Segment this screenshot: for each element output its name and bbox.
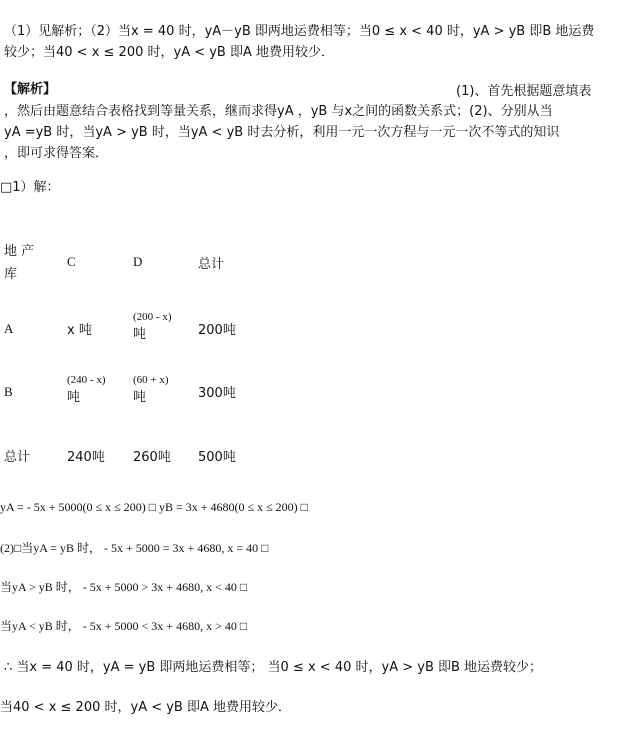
table-row-total-name: 总计: [4, 450, 31, 465]
table-row-b-d-top: (60 + x): [133, 374, 169, 386]
equation-3: 当yA > yB 时， - 5x + 5000 > 3x + 4680, x < 40 □: [0, 580, 248, 594]
solution-start: □1）解：: [0, 180, 60, 195]
table-header-c: C: [67, 254, 76, 269]
equation-4: 当yA < yB 时， - 5x + 5000 < 3x + 4680, x > 40 □: [0, 619, 248, 633]
table-row-b-c-bottom: 吨: [67, 390, 81, 405]
table-row-a-name: A: [4, 321, 14, 336]
table-row-a-d: [133, 311, 172, 342]
table-corner-bottom: 库: [4, 267, 18, 282]
equation-1: yA = - 5x + 5000(0 ≤ x ≤ 200) □ yB = 3x + 4680(0 ≤ x ≤ 200) □: [0, 500, 308, 514]
answer-line-1: （1）见解析；（2）当x = 40 时，yA－yB 即两地运费相等；当0 ≤ x < 40 时，yA > yB 即B 地运费: [4, 24, 595, 39]
table-row-b-c-top: (240 - x): [67, 374, 106, 386]
analysis-line-3: yA =yB 时，当yA > yB 时，当yA < yB 时去分析，利用一元一次方程与一元一次不等式的知识: [4, 125, 560, 140]
conclusion-line-2: 当40 < x ≤ 200 时，yA < yB 即A 地费用较少．: [0, 700, 292, 715]
analysis-heading: 【解析】: [4, 82, 57, 97]
table-row-total-c: 240吨: [67, 450, 105, 465]
table-row-total-d: 260吨: [133, 450, 171, 465]
table-row-a-c: x 吨: [67, 323, 92, 338]
table-row-b-name: B: [4, 384, 13, 399]
analysis-line-2: ，然后由题意结合表格找到等量关系，继而求得yA ，yB 与x之间的函数关系式；(2)、分别从当: [4, 104, 553, 119]
table-row-a-d-bottom: 吨: [133, 327, 147, 342]
conclusion-line-1: ∴ 当x = 40 时，yA = yB 即两地运费相等； 当0 ≤ x < 40 时，yA > yB 即B 地运费较少；: [4, 660, 543, 675]
table-row-b-d-bottom: 吨: [133, 390, 147, 405]
table-row-b-c: [67, 374, 106, 405]
analysis-line-4: ，即可求得答案．: [4, 146, 109, 161]
table-row-a-d-top: (200 - x): [133, 311, 172, 323]
table-row-a-total: 200吨: [198, 323, 236, 338]
table-corner-top: 地 产: [4, 244, 35, 259]
equation-2: (2)□当yA = yB 时， - 5x + 5000 = 3x + 4680, x = 40 □: [0, 541, 269, 555]
table-row-b-d: [133, 374, 169, 405]
table-row-b-total: 300吨: [198, 386, 236, 401]
answer-line-2: 较少；当40 < x ≤ 200 时，yA < yB 即A 地费用较少．: [4, 45, 335, 60]
table-header-d: D: [133, 254, 143, 269]
analysis-right-label: (1)、首先根据题意填表: [456, 84, 592, 99]
table-row-total-total: 500吨: [198, 450, 236, 465]
table-header-total: 总计: [198, 257, 225, 272]
